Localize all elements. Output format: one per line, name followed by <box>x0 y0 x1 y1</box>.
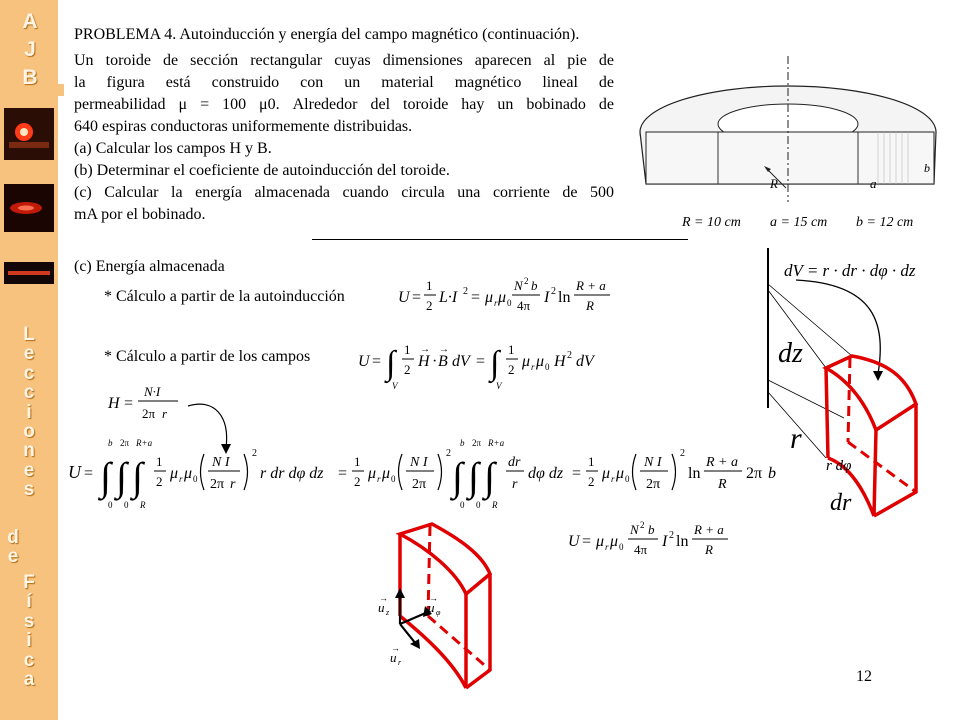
svg-text:N I: N I <box>212 455 230 470</box>
equation-fields <box>356 334 616 392</box>
svg-text:∫: ∫ <box>132 454 143 499</box>
svg-text:B: B <box>438 353 448 370</box>
label-dz: dz <box>778 338 803 369</box>
logo-accent <box>58 84 64 96</box>
svg-text:2: 2 <box>252 448 257 459</box>
svg-text:dV: dV <box>452 353 470 370</box>
svg-text:N I: N I <box>644 455 662 470</box>
svg-text:2: 2 <box>567 350 572 361</box>
svg-text:2: 2 <box>354 474 361 489</box>
dimension-b: b = 12 cm <box>856 215 914 230</box>
bullet-autoinduction: * Cálculo a partir de la autoinducción <box>104 288 345 305</box>
svg-text:2: 2 <box>426 298 433 313</box>
item-c-line: mA por el bobinado. <box>74 206 206 223</box>
sidebar-letter: c <box>23 382 35 404</box>
svg-text:u: u <box>378 600 385 615</box>
svg-text:=: = <box>338 465 348 482</box>
svg-text:2: 2 <box>640 520 645 530</box>
svg-text:r: r <box>162 406 168 421</box>
svg-text:R+a: R+a <box>488 438 505 448</box>
svg-text:2: 2 <box>669 530 674 541</box>
sidebar-letter: o <box>23 421 35 443</box>
sidebar-letter: í <box>26 591 32 613</box>
sidebar-word-fisica <box>0 573 58 689</box>
logo-letter: B <box>22 66 38 89</box>
svg-text:∫: ∫ <box>452 454 463 499</box>
sidebar-letter: i <box>26 401 32 423</box>
svg-text:→: → <box>429 593 438 603</box>
label-a: a <box>870 176 877 191</box>
problem-statement <box>74 50 614 226</box>
svg-text:μ: μ <box>522 353 531 370</box>
svg-text:=: = <box>84 465 94 482</box>
svg-text:2: 2 <box>588 474 595 489</box>
svg-text:U: U <box>68 462 81 482</box>
statement-line: permeabilidad μ = 100 μ0. Alrededor del toroide hay un bobinado de <box>74 96 614 113</box>
svg-text:2π: 2π <box>646 477 661 492</box>
svg-text:1: 1 <box>426 278 433 293</box>
svg-text:2π: 2π <box>120 438 130 448</box>
svg-text:U: U <box>358 353 370 370</box>
svg-text:N: N <box>514 278 523 293</box>
svg-text:2: 2 <box>508 362 515 377</box>
svg-text:0: 0 <box>476 500 481 510</box>
svg-text:r: r <box>611 474 615 484</box>
svg-text:R: R <box>718 477 727 492</box>
sidebar-letter: F <box>23 572 35 593</box>
svg-text:2: 2 <box>404 362 411 377</box>
laser-photo-thumbnail <box>4 184 54 232</box>
svg-text:z: z <box>386 608 390 617</box>
svg-text:R: R <box>705 542 713 557</box>
spectrum-thumbnail <box>4 262 54 284</box>
sidebar-letter: L <box>23 324 35 345</box>
svg-text:ln: ln <box>676 533 689 550</box>
svg-text:∫: ∫ <box>468 454 479 499</box>
svg-text:=: = <box>124 395 134 412</box>
svg-text:→: → <box>391 643 400 653</box>
svg-text:ln: ln <box>558 289 571 306</box>
svg-text:μ: μ <box>170 465 179 482</box>
svg-text:=: = <box>412 289 422 306</box>
svg-text:1: 1 <box>354 454 361 469</box>
svg-text:b: b <box>768 465 776 482</box>
svg-text:N I: N I <box>410 455 428 470</box>
sidebar-letter: a <box>23 669 35 691</box>
solution-heading: (c) Energía almacenada <box>74 258 225 275</box>
svg-text:2π: 2π <box>210 477 225 492</box>
svg-text:u: u <box>428 600 435 615</box>
svg-text:N·I: N·I <box>144 384 161 399</box>
item-b: (b) Determinar el coeficiente de autoinducción del toroide. <box>74 162 450 179</box>
sidebar-word-de <box>0 528 42 567</box>
svg-text:r: r <box>531 362 535 372</box>
svg-text:u: u <box>390 650 397 665</box>
svg-text:r: r <box>377 474 381 484</box>
svg-text:μ: μ <box>498 289 507 306</box>
svg-text:dV: dV <box>576 353 594 370</box>
label-dr: dr <box>830 490 852 516</box>
svg-text:0: 0 <box>545 362 550 372</box>
sidebar-letter: n <box>23 440 35 462</box>
svg-text:2π: 2π <box>412 477 427 492</box>
problem-title: PROBLEMA 4. Autoinducción y energía del campo magnético (continuación). <box>74 26 580 43</box>
svg-text:r: r <box>179 474 183 484</box>
equation-autoinduction <box>394 272 644 322</box>
svg-text:μ: μ <box>382 465 391 482</box>
label-r-big: r <box>790 422 802 455</box>
sidebar-letter: c <box>23 362 35 384</box>
svg-text:2: 2 <box>680 448 685 459</box>
divider <box>312 239 688 240</box>
svg-text:L·I: L·I <box>439 289 458 306</box>
svg-text:μ: μ <box>485 289 494 306</box>
svg-text:2: 2 <box>463 286 468 297</box>
svg-text:b: b <box>648 522 655 537</box>
svg-text:=: = <box>471 289 481 306</box>
svg-text:V: V <box>392 381 398 391</box>
svg-text:R: R <box>586 298 594 313</box>
svg-text:dφ dz: dφ dz <box>528 465 564 482</box>
label-r-dphi: r dφ <box>826 458 852 474</box>
svg-text:2π: 2π <box>472 438 482 448</box>
svg-text:∫: ∫ <box>386 345 396 382</box>
svg-text:=: = <box>372 353 382 370</box>
svg-text:b: b <box>460 438 465 448</box>
equation-triple-integral <box>66 432 796 516</box>
svg-text:r: r <box>512 477 518 492</box>
svg-text:1: 1 <box>404 342 411 357</box>
svg-text:U: U <box>398 289 410 306</box>
svg-text:→: → <box>420 344 430 355</box>
volume-element-diagram <box>756 244 952 526</box>
svg-text:0: 0 <box>619 542 624 552</box>
svg-text:b: b <box>108 438 113 448</box>
dV-formula: dV = r · dr · dφ · dz <box>784 261 916 280</box>
sidebar-letter: s <box>23 479 35 501</box>
svg-text:∫: ∫ <box>490 345 500 382</box>
dimension-a: a = 15 cm <box>770 215 828 230</box>
svg-text:∫: ∫ <box>100 454 111 499</box>
svg-text:1: 1 <box>588 454 595 469</box>
equation-result <box>566 518 756 566</box>
svg-text:2π: 2π <box>142 406 156 421</box>
unit-vector-diagram <box>370 520 500 696</box>
svg-text:R: R <box>140 500 146 510</box>
svg-text:=: = <box>582 533 592 550</box>
item-a: (a) Calcular los campos H y B. <box>74 140 272 157</box>
svg-text:→: → <box>379 593 388 603</box>
svg-text:0: 0 <box>108 500 113 510</box>
svg-text:R + a: R + a <box>576 278 606 293</box>
svg-text:H: H <box>418 353 430 370</box>
svg-text:r: r <box>230 477 236 492</box>
sidebar-letter: c <box>23 649 35 671</box>
svg-text:R+a: R+a <box>136 438 153 448</box>
statement-line: 640 espiras conductoras uniformemente distribuidas. <box>74 118 413 135</box>
svg-text:=: = <box>476 353 486 370</box>
svg-text:μ: μ <box>610 533 619 550</box>
svg-text:N: N <box>630 522 639 537</box>
svg-text:μ: μ <box>602 465 611 482</box>
svg-text:ln: ln <box>688 465 701 482</box>
equation-H <box>106 382 186 426</box>
svg-text:μ: μ <box>616 465 625 482</box>
svg-text:0: 0 <box>193 474 198 484</box>
svg-text:1: 1 <box>508 342 515 357</box>
svg-text:dr: dr <box>508 455 521 470</box>
sidebar-letter: e <box>7 546 19 568</box>
item-c-line: (c) Calcular la energía almacenada cuando circula una corriente de 500 <box>74 184 614 201</box>
svg-text:b: b <box>531 278 538 293</box>
svg-text:4π: 4π <box>517 298 531 313</box>
svg-text:0: 0 <box>124 500 129 510</box>
svg-text:H: H <box>108 395 120 412</box>
svg-text:0: 0 <box>391 474 396 484</box>
svg-text:μ: μ <box>368 465 377 482</box>
svg-text:2: 2 <box>524 276 529 286</box>
ajb-logo <box>8 8 52 92</box>
svg-text:0: 0 <box>625 474 630 484</box>
lab-photo-thumbnail <box>4 108 54 160</box>
svg-text:1: 1 <box>156 454 163 469</box>
svg-text:=: = <box>572 465 582 482</box>
svg-text:R + a: R + a <box>706 455 738 470</box>
svg-text:R: R <box>492 500 498 510</box>
bullet-fields: * Cálculo a partir de los campos <box>104 348 311 365</box>
svg-text:r: r <box>605 542 609 552</box>
svg-text:V: V <box>496 381 502 391</box>
svg-text:0: 0 <box>460 500 465 510</box>
statement-line: Un toroide de sección rectangular cuyas dimensiones aparecen al pie de <box>74 52 614 69</box>
svg-text:0: 0 <box>507 298 512 308</box>
svg-text:·: · <box>432 353 438 370</box>
svg-text:μ: μ <box>536 353 545 370</box>
svg-text:→: → <box>439 344 449 355</box>
logo-letter: J <box>24 38 36 61</box>
svg-text:∫: ∫ <box>116 454 127 499</box>
sidebar-letter: e <box>23 459 35 481</box>
svg-text:2: 2 <box>156 474 163 489</box>
svg-text:2π: 2π <box>746 465 763 482</box>
svg-text:∫: ∫ <box>484 454 495 499</box>
svg-text:I: I <box>544 289 550 306</box>
svg-text:2: 2 <box>551 286 556 297</box>
svg-text:μ: μ <box>596 533 605 550</box>
sidebar-letter: i <box>26 630 32 652</box>
svg-text:I: I <box>662 533 668 550</box>
svg-text:4π: 4π <box>634 542 648 557</box>
svg-text:r: r <box>494 298 498 308</box>
svg-text:R + a: R + a <box>694 522 724 537</box>
logo-letter: A <box>22 10 38 33</box>
svg-text:U: U <box>568 533 580 550</box>
svg-text:φ: φ <box>436 608 441 617</box>
svg-text:r dr dφ dz: r dr dφ dz <box>260 465 324 482</box>
sidebar-letter: s <box>23 610 35 632</box>
toroid-figure <box>638 52 950 242</box>
label-R: R <box>770 176 778 191</box>
sidebar-word-lecciones <box>0 325 58 500</box>
statement-line: la figura está construido con un material magnético lineal de <box>74 74 614 91</box>
page-number: 12 <box>856 668 872 685</box>
sidebar-letter: d <box>7 527 19 548</box>
label-b: b <box>924 161 930 175</box>
sidebar-letter: e <box>23 343 35 365</box>
svg-text:r: r <box>398 658 402 667</box>
svg-text:H: H <box>554 353 566 370</box>
svg-text:2: 2 <box>446 448 451 459</box>
svg-text:μ: μ <box>184 465 193 482</box>
dimension-R: R = 10 cm <box>682 215 741 230</box>
